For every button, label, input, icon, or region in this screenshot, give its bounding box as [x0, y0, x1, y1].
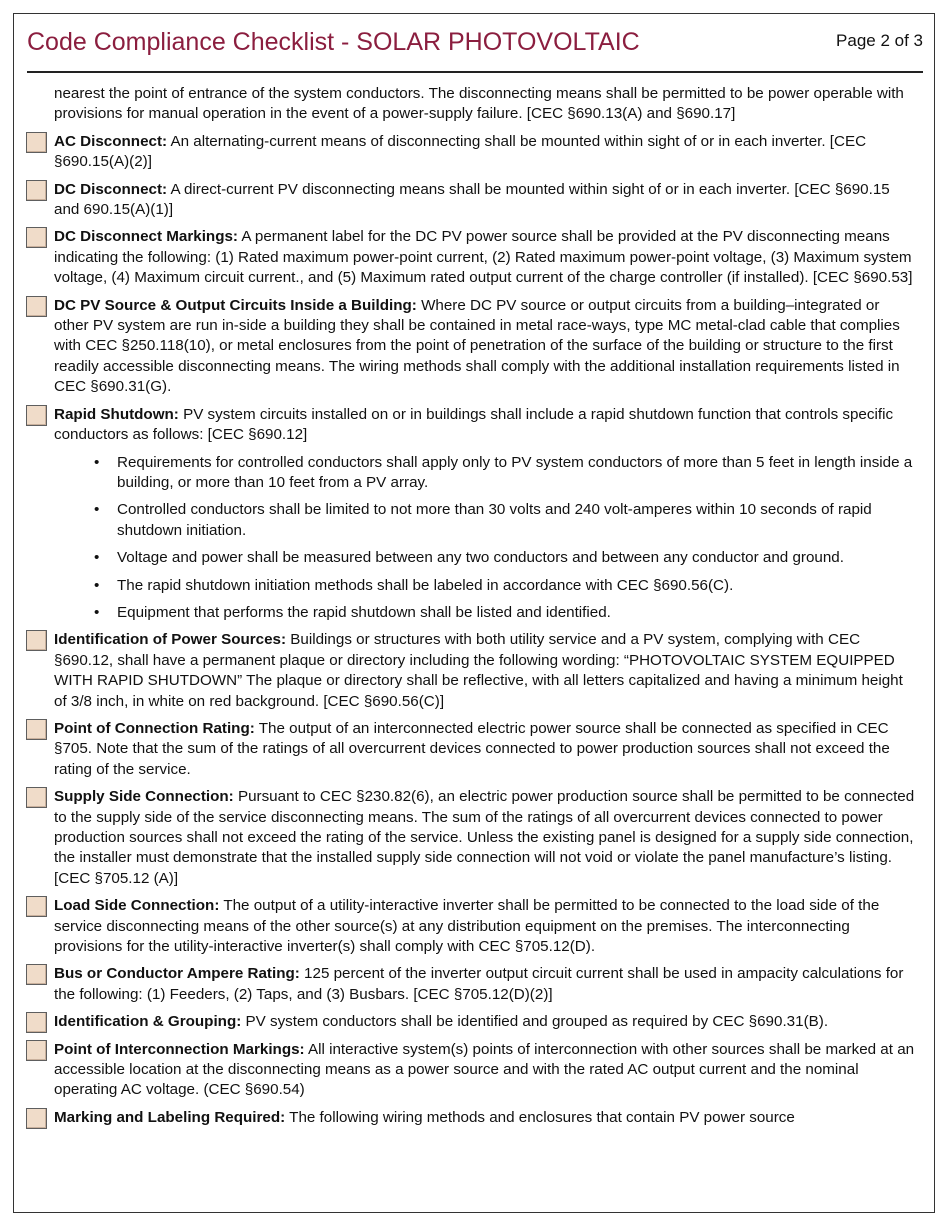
- item-title: Supply Side Connection:: [54, 788, 234, 806]
- bullet-item: • Equipment that performs the rapid shutdown shall be listed and identified.: [54, 603, 916, 623]
- item-title: AC Disconnect:: [54, 132, 168, 150]
- checkbox[interactable]: [26, 1040, 47, 1061]
- item-title: Point of Interconnection Markings:: [54, 1040, 305, 1058]
- bullet-icon: •: [94, 501, 100, 519]
- bullet-item: • Controlled conductors shall be limited to not more than 30 volts and 240 volt-amperes within 10 seconds of rapid shutdown initiation.: [94, 501, 872, 539]
- checklist-item-rapid-shutdown: [26, 405, 916, 624]
- bullet-icon: •: [94, 576, 100, 594]
- checkbox[interactable]: [26, 296, 47, 317]
- checkbox[interactable]: [26, 719, 47, 740]
- item-text: Pursuant to CEC §230.82(6), an electric power production source shall be permitted to be connected to the supply side of the service disconnecting means. The sum of the ratings of all overcurrent devices connected to power production sources shall not exceed the rating of the service. Unless the existing panel is designed for a supply side connection, the installer must demonstrate that the installed supply side connection will not void or violate the panel manufacture’s listing. [CEC §705.12 (A)]: [54, 788, 915, 887]
- item-text: All interactive system(s) points of interconnection with other sources shall be marked at an accessible location at the disconnecting means as a power source and with the rated AC output current and the nominal operating AC voltage. (CEC §690.54): [54, 1040, 915, 1099]
- checkbox[interactable]: [26, 227, 47, 248]
- checklist-item-bus-ampere-rating: [26, 964, 916, 1005]
- checklist-item-ac-disconnect: [26, 132, 916, 173]
- item-title: DC PV Source & Output Circuits Inside a Building:: [54, 296, 417, 314]
- page-title: Code Compliance Checklist - SOLAR PHOTOVOLTAIC: [27, 28, 640, 56]
- checklist-item-interconnection-markings: [26, 1040, 916, 1101]
- checklist-item-identification-grouping: [26, 1012, 916, 1032]
- page-indicator: Page 2 of 3: [836, 31, 923, 50]
- checklist-item-dc-pv-source-circuits: [26, 296, 916, 398]
- bullet-icon: •: [94, 549, 100, 567]
- item-title: Identification of Power Sources:: [54, 631, 287, 649]
- checklist-item-supply-side-connection: [26, 787, 916, 889]
- checkbox[interactable]: [26, 964, 47, 985]
- item-title: Identification & Grouping:: [54, 1013, 242, 1031]
- item-text: A permanent label for the DC PV power source shall be provided at the PV disconnecting means indicating the following: (1) Rated maximum power-point current, (2) Rated maximum power-point voltage, (3) Maximum system voltage, (4) Maximum circuit current., and (5) Maximum rated output current of the charge controller (if installed). [CEC §690.53]: [54, 228, 913, 287]
- checklist-item-dc-disconnect: [26, 180, 916, 221]
- checkbox[interactable]: [26, 1108, 47, 1129]
- item-title: Marking and Labeling Required:: [54, 1108, 286, 1126]
- item-text: PV system conductors shall be identified and grouped as required by CEC §690.31(B).: [241, 1013, 829, 1031]
- checklist-item-marking-labeling: [26, 1108, 916, 1128]
- checkbox[interactable]: [26, 1012, 47, 1033]
- item-text: PV system circuits installed on or in buildings shall include a rapid shutdown function that controls specific conductors as follows: [CEC §690.12]: [54, 405, 894, 444]
- checkbox[interactable]: [26, 896, 47, 917]
- header-divider: [27, 71, 923, 73]
- bullet-icon: •: [94, 453, 100, 471]
- item-text: The output of a utility-interactive inverter shall be permitted to be connected to the load side of the service disconnecting means of the other source(s) at any distribution equipment on the premises. The interconnecting provisions for the utility-interactive inverter(s) shall comply with CEC §705.12(D).: [54, 897, 880, 956]
- checkbox[interactable]: [26, 630, 47, 651]
- item-text: The output of an interconnected electric power source shall be connected as specified in CEC §705. Note that the sum of the ratings of all overcurrent devices connected to power production sources shall not exceed the rating of the service.: [54, 719, 890, 778]
- item-title: DC Disconnect:: [54, 180, 168, 198]
- rapid-shutdown-bullets: [54, 453, 916, 624]
- item-text: A direct-current PV disconnecting means shall be mounted within sight of or in each inverter. [CEC §690.15 and 690.15(A)(1)]: [54, 180, 890, 219]
- continued-paragraph: nearest the point of entrance of the system conductors. The disconnecting means shall be permitted to be power operable with provisions for manual operation in the event of a power-supply failure. [CEC §690.13(A) and §690.17]: [54, 85, 904, 123]
- bullet-item: • Requirements for controlled conductors shall apply only to PV system conductors of more than 5 feet in length inside a building, or more than 10 feet from a PV array.: [94, 453, 913, 491]
- item-text: Where DC PV source or output circuits from a building–integrated or other PV system are run in-side a building they shall be contained in metal race-ways, type MC metal-clad cable that complies with CEC §250.118(10), or metal enclosures from the point of penetration of the surface of the building or structure to the first readily accessible disconnecting means. The wiring methods shall comply with the additional installation requirements listed in CEC §690.31(G).: [54, 296, 900, 396]
- item-text: An alternating-current means of disconnecting shall be mounted within sight of or in each inverter. [CEC §690.15(A)(2)]: [54, 132, 867, 171]
- item-title: Rapid Shutdown:: [54, 405, 179, 423]
- checkbox[interactable]: [26, 180, 47, 201]
- checklist-content: [26, 84, 916, 1135]
- checkbox[interactable]: [26, 132, 47, 153]
- item-title: Point of Connection Rating:: [54, 719, 255, 737]
- item-title: DC Disconnect Markings:: [54, 228, 238, 246]
- bullet-item: • The rapid shutdown initiation methods shall be labeled in accordance with CEC §690.56(C).: [54, 576, 916, 596]
- item-title: Load Side Connection:: [54, 897, 220, 915]
- bullet-item: • Voltage and power shall be measured between any two conductors and between any conductor and ground.: [54, 548, 916, 568]
- item-title: Bus or Conductor Ampere Rating:: [54, 965, 300, 983]
- bullet-icon: •: [94, 603, 100, 621]
- checkbox[interactable]: [26, 405, 47, 426]
- checklist-item-load-side-connection: [26, 896, 916, 957]
- item-text: The following wiring methods and enclosures that contain PV power source: [285, 1108, 795, 1126]
- page-header: [27, 28, 923, 64]
- checklist-item-point-of-connection-rating: [26, 719, 916, 780]
- checklist-item-identification-power-sources: [26, 630, 916, 712]
- checkbox[interactable]: [26, 787, 47, 808]
- checklist-item-dc-disconnect-markings: [26, 227, 916, 288]
- item-text: Buildings or structures with both utility service and a PV system, complying with CEC §690.12, shall have a permanent plaque or directory including the following wording: “PHOTOVOLTAIC SYSTEM EQUIPPED WITH RAPID SHUTDOWN” The plaque or directory shall be reflective, with all letters capitalized and having a minimum height of 3/8 inch, in white on red background. [CEC §690.56(C)]: [54, 631, 903, 710]
- item-text: 125 percent of the inverter output circuit current shall be used in ampacity calculations for the following: (1) Feeders, (2) Taps, and (3) Busbars. [CEC §705.12(D)(2)]: [54, 965, 904, 1003]
